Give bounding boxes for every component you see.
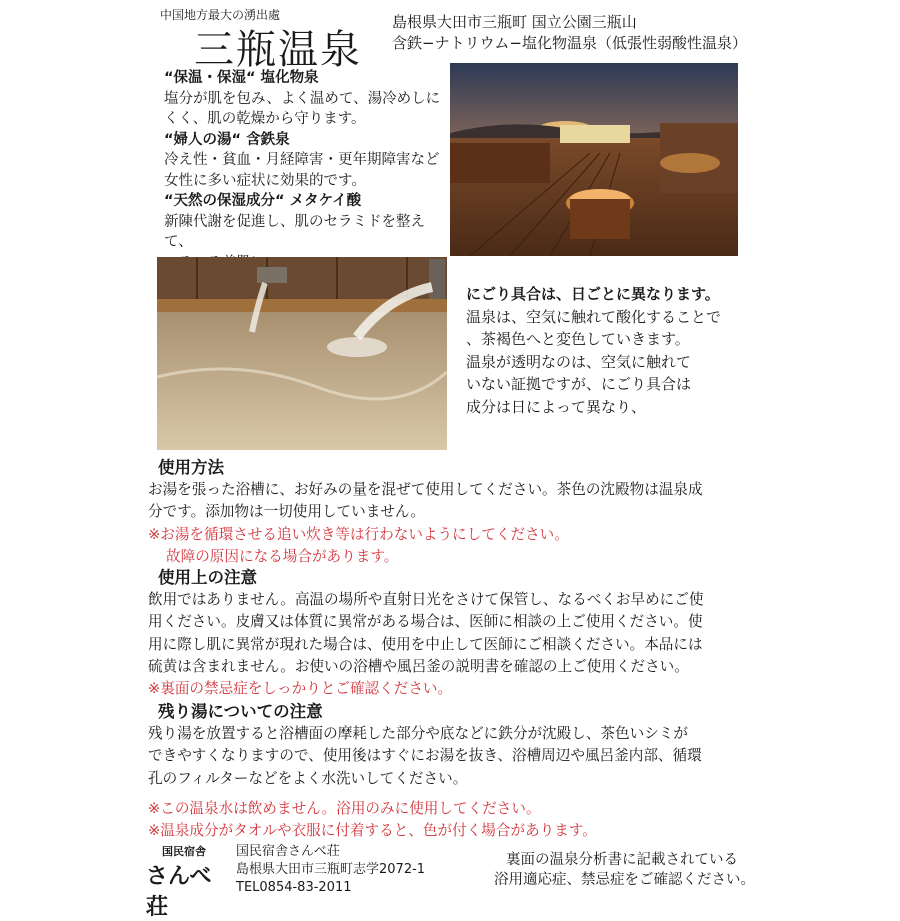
logo-big-text: さんべ荘 (146, 863, 212, 920)
page-title: 三瓶温泉 (194, 27, 362, 73)
inn-name: 国民宿舎さんべ荘 (236, 844, 340, 859)
deck-bath-photo (450, 63, 738, 256)
remaining-warning: ※この温泉水は飲めません。浴用のみに使用してください。 (148, 799, 541, 817)
nigori-line: いない証拠ですが、にごり具合は (466, 375, 692, 393)
nigori-line: 、茶褐色へと変色していきます。 (466, 330, 690, 348)
remaining-line: 孔のフィルターなどをよく水洗いしてください。 (148, 769, 468, 787)
caution-section (148, 567, 768, 700)
caution-warning: ※裏面の禁忌症をしっかりとご確認ください。 (148, 680, 453, 698)
note-line: 裏面の温泉分析書に記載されている (506, 852, 738, 868)
usage-line: 分です。添加物は一切使用していません。 (148, 503, 425, 521)
nigori-line: 成分は日によって異なり、 (466, 397, 647, 416)
caution-line: 用ください。皮膚又は体質に異常がある場合は、医師に相談の上ご使用ください。使 (148, 613, 703, 631)
water-pour-photo (157, 257, 447, 450)
tagline: 中国地方最大の湧出處 (160, 8, 281, 22)
benefit-text: 塩分が肌を包み、よく温めて、湯冷めしに (164, 90, 441, 107)
caution-line: 飲用ではありません。高温の場所や直射日光をさけて保管し、なるべくお早めにご使 (148, 591, 704, 609)
note-line: 浴用適応症、禁忌症をご確認ください。 (494, 872, 755, 888)
location-block (392, 12, 747, 54)
benefit-text: くく、肌の乾燥から守ります。 (164, 111, 366, 127)
inn-phone: TEL0854-83-2011 (236, 880, 352, 895)
benefit-heading: “天然の保湿成分“ メタケイ酸 (164, 193, 362, 209)
usage-section (148, 457, 768, 568)
remaining-line: 残り湯を放置すると浴槽面の摩耗した部分や底などに鉄分が沈殿し、茶色いシミが (148, 725, 688, 743)
usage-line: お湯を張った浴槽に、お好みの量を混ぜて使用してください。茶色の沈殿物は温泉成 (148, 481, 703, 499)
remaining-line: できやすくなりますので、使用後はすぐにお湯を抜き、浴槽周辺や風呂釜内部、循環 (148, 747, 702, 765)
benefit-heading: “婦人の湯“ 含鉄泉 (164, 131, 290, 148)
analysis-note (494, 850, 755, 890)
usage-warning: ※お湯を循環させる追い炊き等は行わないようにしてください。 (148, 525, 569, 543)
caution-line: 用に際し肌に異常が現れた場合は、使用を中止して医師にご相談ください。本品には (148, 635, 703, 653)
nigori-heading: にごり具合は、日ごとに異なります。 (466, 285, 720, 303)
nigori-line: 温泉は、空気に触れて酸化することで (466, 307, 722, 326)
remaining-warning: ※温泉成分がタオルや衣服に付着すると、色が付く場合があります。 (148, 822, 597, 840)
remaining-heading: 残り湯についての注意 (158, 702, 323, 721)
benefit-text: 女性に多い症状に効果的です。 (164, 172, 366, 189)
inn-logo (146, 843, 226, 920)
location-line: 島根県大田市三瓶町 国立公園三瓶山 (392, 13, 637, 31)
inn-info (236, 843, 425, 897)
remaining-section (148, 701, 768, 842)
caution-line: 硫黄は含まれません。お使いの浴槽や風呂釜の説明書を確認の上ご使用ください。 (148, 657, 689, 675)
nigori-line: 温泉が透明なのは、空気に触れて (466, 352, 692, 371)
benefits-list (164, 68, 449, 273)
inn-address: 島根県大田市三瓶町志学2072-1 (236, 862, 426, 877)
logo-small-text: 国民宿舎 (162, 845, 206, 858)
nigori-block (466, 283, 766, 418)
caution-heading: 使用上の注意 (158, 568, 257, 587)
benefit-text: 新陳代謝を促進し、肌のセラミドを整えて、 (164, 213, 425, 250)
spring-type-line: 含鉄−ナトリウム−塩化物温泉（低張性弱酸性温泉） (392, 34, 747, 52)
usage-warning: 故障の原因になる場合があります。 (166, 547, 399, 565)
usage-heading: 使用方法 (158, 458, 224, 477)
benefit-heading: “保温・保湿“ 塩化物泉 (164, 70, 319, 86)
benefit-text: 冷え性・貧血・月経障害・更年期障害など (164, 152, 440, 168)
